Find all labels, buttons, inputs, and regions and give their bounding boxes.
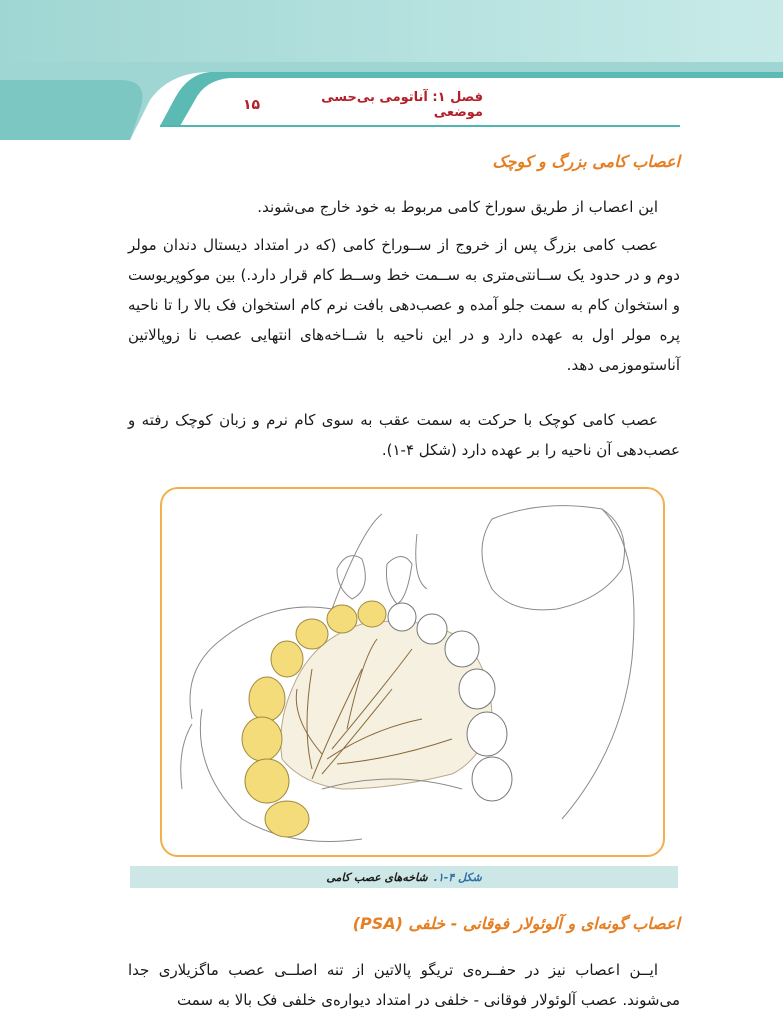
running-header — [243, 90, 483, 120]
page-number: ۱۵ — [243, 97, 261, 113]
figure-caption — [130, 866, 678, 888]
section-heading-palatine-nerves: اعصاب کامی بزرگ و کوچک — [492, 152, 680, 171]
figure-palatine-nerve-branches — [160, 487, 665, 857]
caption-text: شاخه‌های عصب کامی — [326, 870, 428, 884]
paragraph-greater-palatine: عصب کامی بزرگ پس از خروج از ســوراخ کامی (که در امتداد دیستال دندان مولر دوم و در حدود یک ســانتی‌متری به ســمت خط وســط کام قرار دارد.) بین موکوپریوست و استخوان کام به سمت جلو آمده و عصب‌دهی بافت نرم کام استخوان فک بالا را تا ناحیه پره مولر اول به عهده دارد و در این ناحیه با شــاخه‌های انتهایی عصب نا زوپالاتین آناستوموزمی دهد. — [128, 236, 680, 374]
chapter-title: فصل ۱: آناتومی بی‌حسی موضعی — [321, 90, 483, 120]
paragraph-intro: این اعصاب از طریق سوراخ کامی مربوط به خود خارج می‌شوند. — [257, 198, 658, 216]
palate-illustration — [162, 489, 665, 857]
section-heading-psa-nerves: اعصاب گونه‌ای و آلوئولار فوقانی - خلفی (PSA) — [352, 914, 680, 933]
paragraph-lesser-palatine: عصب کامی کوچک با حرکت به سمت عقب به سوی کام نرم و زبان کوچک رفته و عصب‌دهی آن ناحیه را بر عهده دارد (شکل ۴-۱). — [128, 411, 680, 459]
caption-number: شکل ۴-۱. — [433, 870, 482, 884]
paragraph-psa: ایــن اعصاب نیز در حفــره‌ی تریگو پالاتین از تنه اصلــی عصب ماگزیلاری جدا می‌شوند. عصب آلوئولار فوقانی - خلفی در امتداد دیواره‌ی خلفی فک بالا به سمت — [128, 961, 680, 1009]
